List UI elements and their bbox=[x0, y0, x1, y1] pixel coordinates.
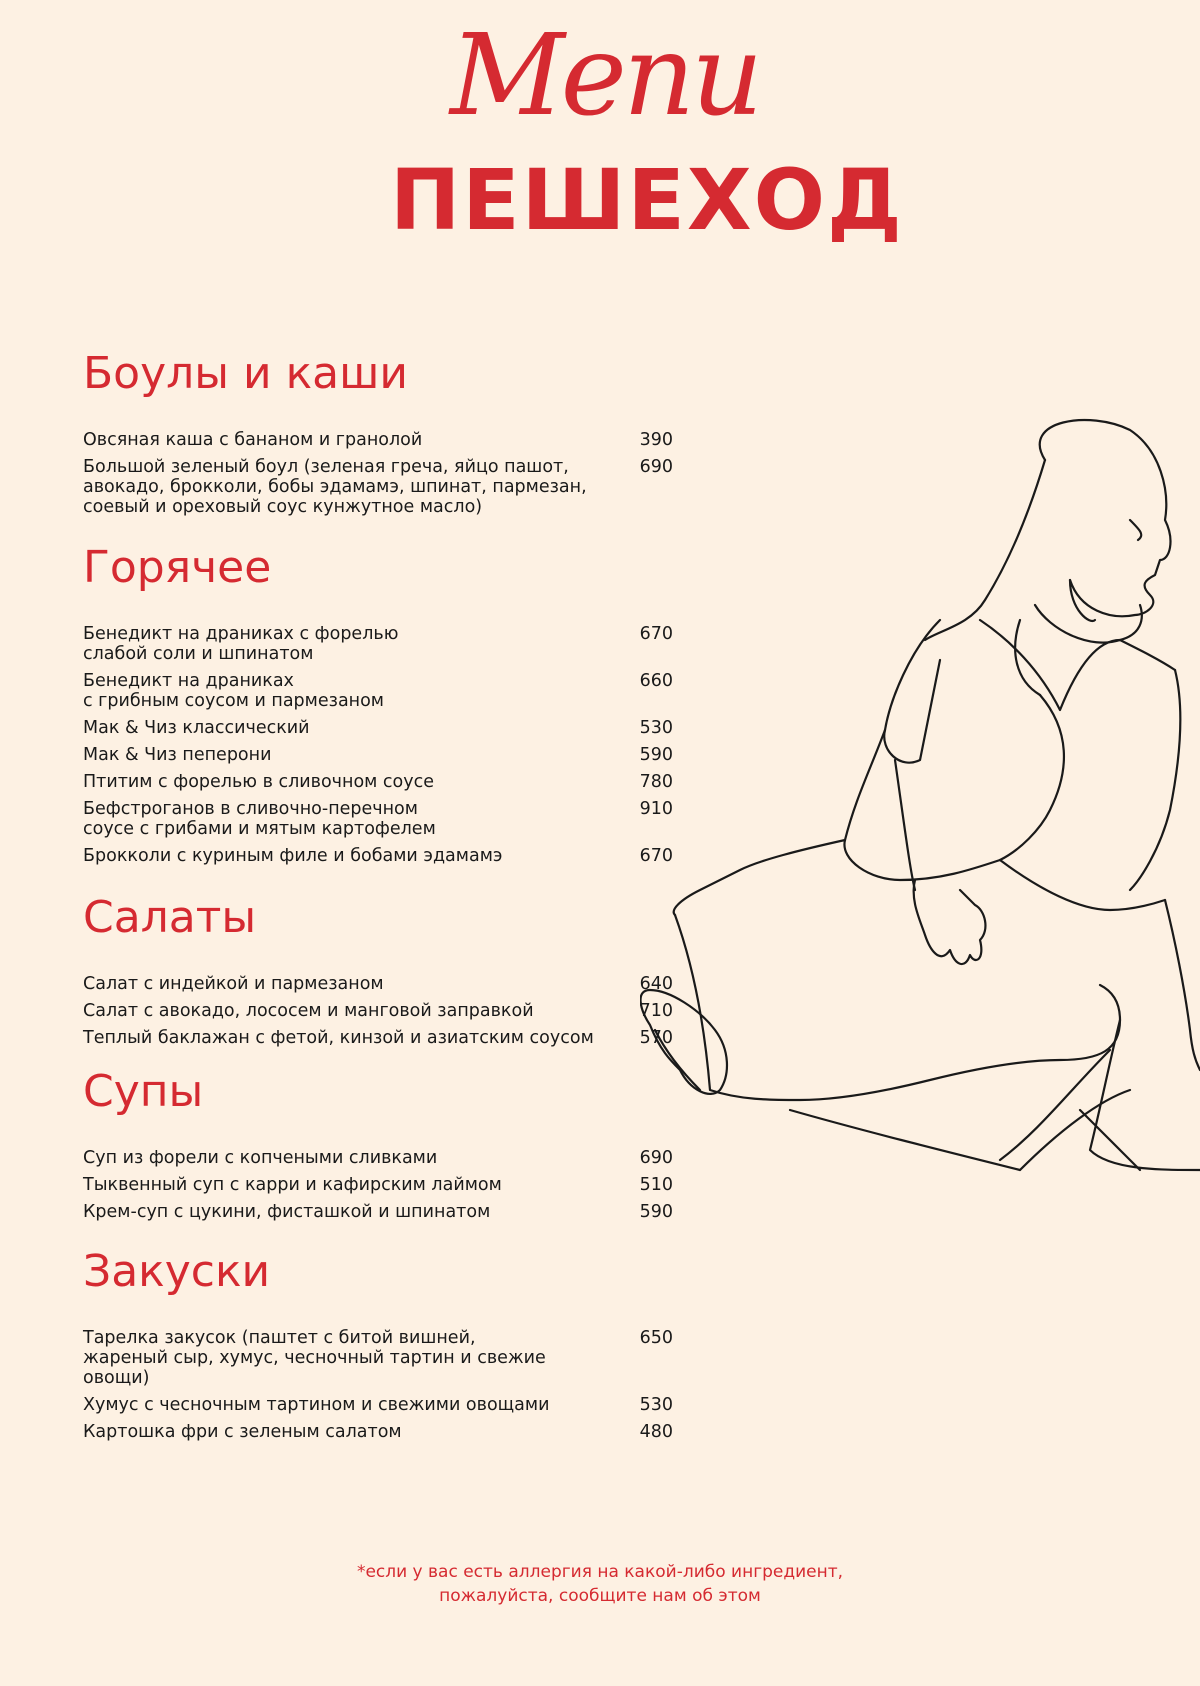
section-snacks bbox=[83, 1246, 673, 1449]
item-name: Теплый баклажан с фетой, кинзой и азиатским соусом bbox=[83, 1028, 594, 1048]
menu-item bbox=[83, 1001, 673, 1021]
item-price: 570 bbox=[639, 1028, 673, 1048]
section-soups bbox=[83, 1066, 673, 1229]
item-name: Бефстроганов в сливочно-перечном соусе с грибами и мятым картофелем bbox=[83, 799, 436, 839]
item-price: 660 bbox=[639, 671, 673, 691]
item-name: Бенедикт на драниках с грибным соусом и пармезаном bbox=[83, 671, 385, 711]
item-price: 910 bbox=[639, 799, 673, 819]
section-title: Горячее bbox=[83, 542, 272, 593]
item-price: 670 bbox=[639, 624, 673, 644]
item-name: Салат с авокадо, лососем и манговой заправкой bbox=[83, 1001, 534, 1021]
item-price: 710 bbox=[639, 1001, 673, 1021]
section-salads bbox=[83, 892, 673, 1055]
item-name: Салат с индейкой и пармезаном bbox=[83, 974, 384, 994]
menu-item bbox=[83, 430, 673, 450]
pedestrian-illustration bbox=[640, 410, 1200, 1270]
section-hot bbox=[83, 542, 673, 873]
menu-item bbox=[83, 846, 673, 866]
item-name: Брокколи с куриным филе и бобами эдамамэ bbox=[83, 846, 503, 866]
item-price: 640 bbox=[639, 974, 673, 994]
menu-item bbox=[83, 624, 673, 664]
item-name: Бенедикт на драниках с форелью слабой соли и шпинатом bbox=[83, 624, 399, 664]
item-price: 530 bbox=[639, 718, 673, 738]
item-price: 530 bbox=[639, 1395, 673, 1415]
item-price: 480 bbox=[639, 1422, 673, 1442]
item-name: Птитим с форелью в сливочном соусе bbox=[83, 772, 434, 792]
menu-script-title: Menu bbox=[450, 11, 760, 141]
menu-item bbox=[83, 745, 673, 765]
section-title: Салаты bbox=[83, 892, 257, 943]
menu-item bbox=[83, 1328, 673, 1388]
menu-item bbox=[83, 1028, 673, 1048]
item-price: 780 bbox=[639, 772, 673, 792]
item-price: 670 bbox=[639, 846, 673, 866]
item-name: Картошка фри с зеленым салатом bbox=[83, 1422, 402, 1442]
menu-item bbox=[83, 1395, 673, 1415]
item-name: Суп из форели с копчеными сливками bbox=[83, 1148, 438, 1168]
item-name: Крем-суп с цукини, фисташкой и шпинатом bbox=[83, 1202, 491, 1222]
section-bowls bbox=[83, 348, 673, 524]
menu-item bbox=[83, 1148, 673, 1168]
menu-item bbox=[83, 772, 673, 792]
menu-item bbox=[83, 799, 673, 839]
brand-title: ПЕШЕХОД bbox=[390, 151, 904, 249]
section-title: Супы bbox=[83, 1066, 204, 1117]
item-price: 690 bbox=[639, 1148, 673, 1168]
item-name: Тыквенный суп с карри и кафирским лаймом bbox=[83, 1175, 502, 1195]
allergy-footnote: *если у вас есть аллергия на какой-либо ингредиент, пожалуйста, сообщите нам об этом bbox=[356, 1562, 844, 1606]
menu-item bbox=[83, 1202, 673, 1222]
menu-item bbox=[83, 1422, 673, 1442]
item-name: Хумус с чесночным тартином и свежими овощами bbox=[83, 1395, 550, 1415]
menu-item bbox=[83, 457, 673, 517]
item-price: 390 bbox=[639, 430, 673, 450]
item-name: Овсяная каша с бананом и гранолой bbox=[83, 430, 423, 450]
item-price: 650 bbox=[639, 1328, 673, 1348]
menu-item bbox=[83, 718, 673, 738]
item-price: 590 bbox=[639, 1202, 673, 1222]
item-name: Мак & Чиз пеперони bbox=[83, 745, 272, 765]
item-price: 590 bbox=[639, 745, 673, 765]
item-name: Большой зеленый боул (зеленая греча, яйцо пашот, авокадо, брокколи, бобы эдамамэ, шпинат, пармезан, соевый и ореховый соус кунжутное масло) bbox=[83, 457, 587, 517]
section-title: Закуски bbox=[83, 1246, 271, 1297]
item-name: Мак & Чиз классический bbox=[83, 718, 310, 738]
section-title: Боулы и каши bbox=[83, 348, 408, 399]
item-name: Тарелка закусок (паштет с битой вишней, жареный сыр, хумус, чесночный тартин и свежие овощи) bbox=[83, 1328, 546, 1388]
item-price: 690 bbox=[639, 457, 673, 477]
menu-item bbox=[83, 671, 673, 711]
menu-item bbox=[83, 974, 673, 994]
menu-item bbox=[83, 1175, 673, 1195]
item-price: 510 bbox=[639, 1175, 673, 1195]
